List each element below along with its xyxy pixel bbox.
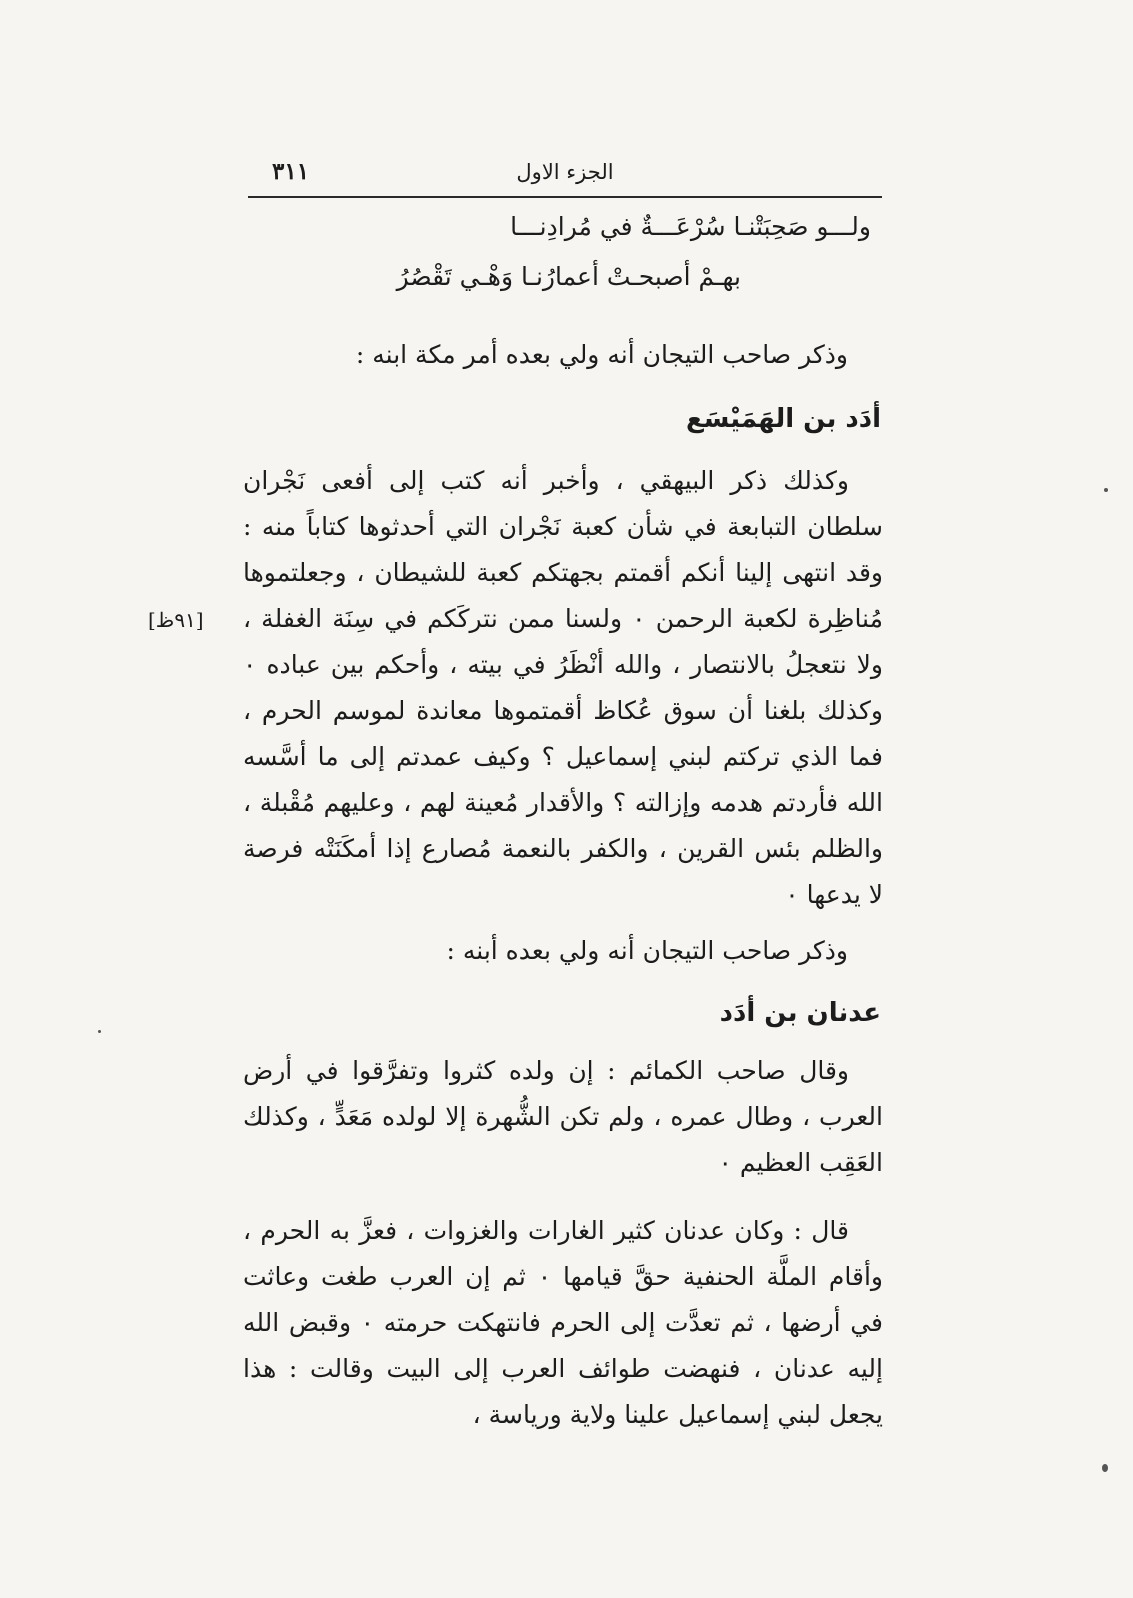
- page-number: ٣١١: [272, 158, 310, 185]
- running-title: الجزء الاول: [516, 160, 614, 184]
- paragraph-closing: قال : وكان عدنان كثير الغارات والغزوات ، فعزَّ به الحرم ، وأقام الملَّة الحنفية حقَّ قيامها ٠ ثم إن العرب طغت وعاثت في أرضها ، ثم تعدَّت إلى الحرم فانتهكت حرمته ٠ وقبض الله إليه عدنان ، فنهضت طوائف العرب إلى البيت وقالت : هذا يجعل لبني إسماعيل علينا ولاية ورياسة ،: [243, 1216, 883, 1429]
- paragraph-section-1: وكذلك ذكر البيهقي ، وأخبر أنه كتب إلى أفعى نَجْران سلطان التبابعة في شأن كعبة نَجْران التي أحدثوها كتاباً منه : وقد انتهى إلينا أنكم أقمتم بجهتكم كعبة للشيطان ، وجعلتموها مُناظِرة لكعبة الرحمن ٠ ولسنا ممن نتركَكم في سِنَة الغفلة ، ولا نتعجلُ بالانتصار ، والله أنْظَرُ في بيته ، وأحكم بين عباده ٠ وكذلك بلغنا أن سوق عُكاظ أقمتموها معاندة لموسم الحرم ، فما الذي تركتم لبني إسماعيل ؟ وكيف عمدتم إلى ما أسَّسه الله فأردتم هدمه وإزالته ؟ والأقدار مُعينة لهم ، وعليهم مُقْبلة ، والظلم بئس القرين ، والكفر بالنعمة مُصارع إذا أمكَنَتْه فرصة لا يدعها ٠: [243, 466, 883, 909]
- paragraph-section-2: وقال صاحب الكمائم : إن ولده كثروا وتفرَّقوا في أرض العرب ، وطال عمره ، ولم تكن الشُّهرة إلا لولده مَعَدٍّ ، وكذلك العَقِب العظيم ٠: [243, 1056, 883, 1177]
- page-speck: [98, 1030, 101, 1033]
- verse-line-2: بهـمْ أصبحـتْ أعمارُنـا وَهْـي تَقْصُرُ: [396, 262, 741, 291]
- verse-line-1: ولـــو صَحِبَتْنـا سُرْعَـــةٌ في مُرادِنـــا: [510, 212, 871, 241]
- section-heading-2: عدنان بن أدَد: [719, 998, 881, 1028]
- intro-line-2: وذكر صاحب التيجان أنه ولي بعده أبنه :: [446, 936, 848, 965]
- running-header: [248, 160, 882, 198]
- section-heading-1: أدَد بن الهَمَيْسَع: [686, 404, 881, 434]
- page-speck: [1104, 488, 1108, 492]
- page-speck: [1102, 1464, 1108, 1472]
- intro-line-1: وذكر صاحب التيجان أنه ولي بعده أمر مكة ابنه :: [355, 340, 848, 369]
- margin-folio-note: [٩١ظ]: [148, 608, 204, 632]
